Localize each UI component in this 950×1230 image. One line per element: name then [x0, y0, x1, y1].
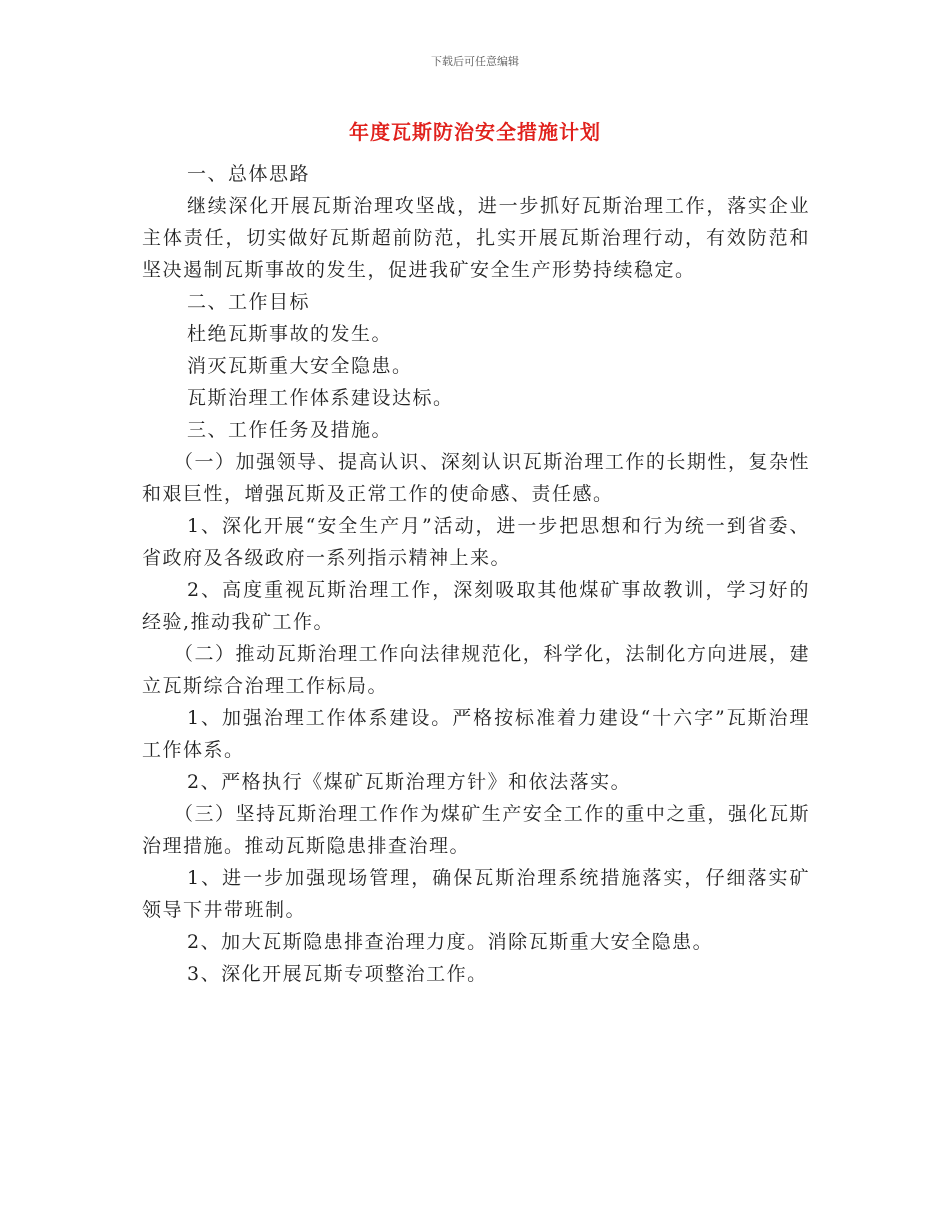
- section-heading-2: 二、工作目标: [187, 291, 311, 313]
- paragraph: 2、高度重视瓦斯治理工作，深刻吸取其他煤矿事故教训，学习好的经验,推动我矿工作。: [142, 579, 810, 633]
- paragraph: 3、深化开展瓦斯专项整治工作。: [187, 963, 488, 985]
- paragraph: 杜绝瓦斯事故的发生。: [187, 323, 393, 345]
- paragraph: 消灭瓦斯重大安全隐患。: [187, 355, 413, 377]
- paragraph: 1、进一步加强现场管理，确保瓦斯治理系统措施落实，仔细落实矿领导下井带班制。: [142, 867, 810, 921]
- subsection-1: （一）加强领导、提高认识、深刻认识瓦斯治理工作的长期性，复杂性和艰巨性，增强瓦斯及正常工作的使命感、责任感。: [142, 451, 810, 505]
- paragraph: 2、严格执行《煤矿瓦斯治理方针》和依法落实。: [187, 771, 632, 793]
- header-note: 下载后可任意编辑: [431, 55, 519, 68]
- paragraph: 继续深化开展瓦斯治理攻坚战，进一步抓好瓦斯治理工作，落实企业主体责任，切实做好瓦斯超前防范，扎实开展瓦斯治理行动，有效防范和坚决遏制瓦斯事故的发生，促进我矿安全生产形势持续稳定。: [142, 195, 810, 281]
- document-title: 年度瓦斯防治安全措施计划: [349, 120, 601, 144]
- paragraph: 1、深化开展“安全生产月”活动，进一步把思想和行为统一到省委、省政府及各级政府一系列指示精神上来。: [142, 515, 810, 569]
- document-body: [142, 158, 810, 990]
- subsection-2: （二）推动瓦斯治理工作向法律规范化，科学化，法制化方向进展，建立瓦斯综合治理工作标局。: [142, 643, 810, 697]
- paragraph: 1、加强治理工作体系建设。严格按标准着力建设“十六字”瓦斯治理工作体系。: [142, 707, 810, 761]
- section-heading-3: 三、工作任务及措施。: [187, 419, 393, 441]
- paragraph: 2、加大瓦斯隐患排查治理力度。消除瓦斯重大安全隐患。: [187, 931, 714, 953]
- subsection-3: （三）坚持瓦斯治理工作作为煤矿生产安全工作的重中之重，强化瓦斯治理措施。推动瓦斯隐患排查治理。: [142, 803, 810, 857]
- section-heading-1: 一、总体思路: [187, 163, 311, 185]
- paragraph: 瓦斯治理工作体系建设达标。: [187, 387, 454, 409]
